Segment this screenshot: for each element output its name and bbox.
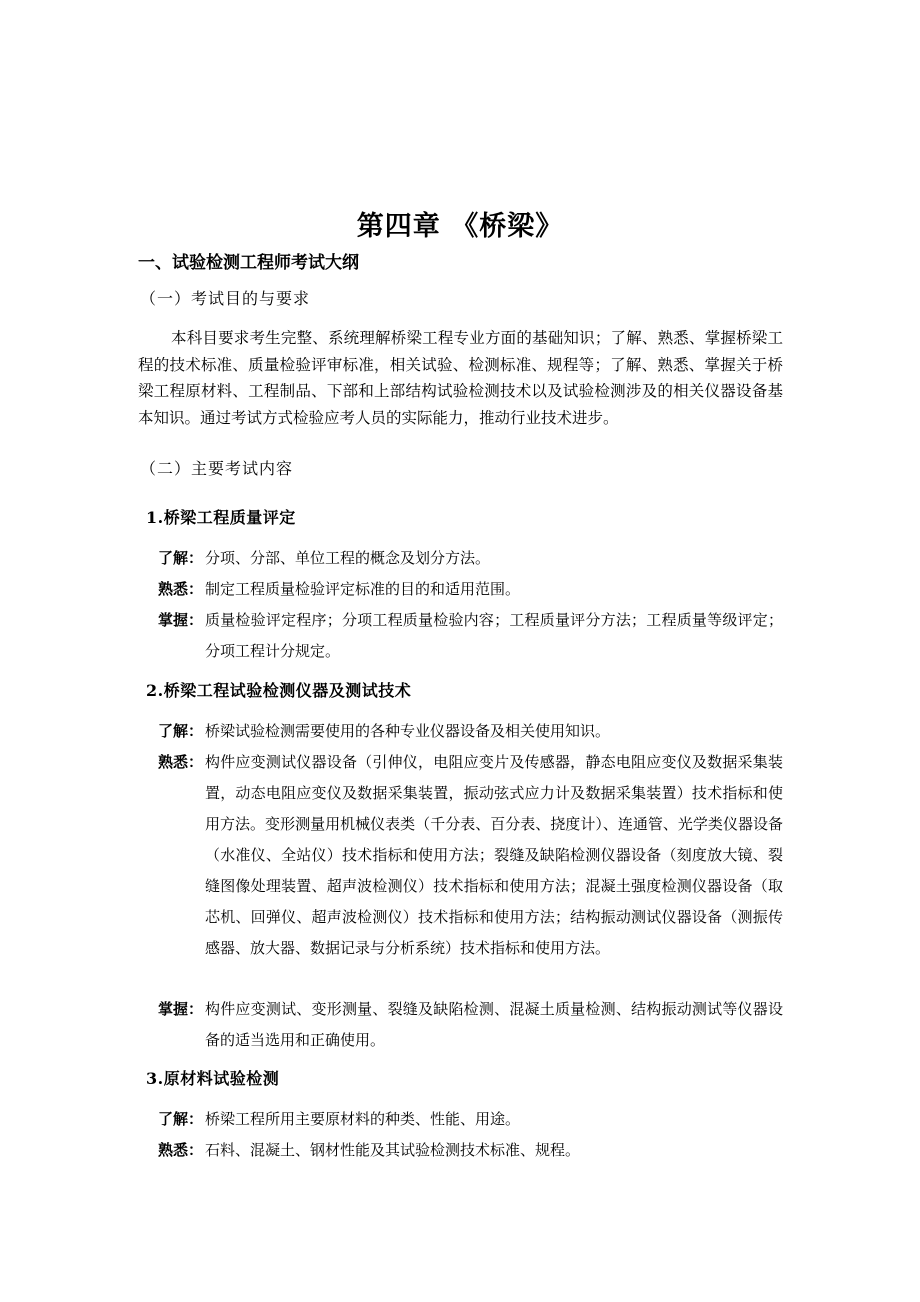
item-label: 掌握： xyxy=(158,611,204,629)
subsection-purpose: （一）考试目的与要求 xyxy=(140,289,311,308)
item-text: 分项、分部、单位工程的概念及划分方法。 xyxy=(205,549,491,567)
list-item xyxy=(158,543,783,574)
item-text: 制定工程质量检验评定标准的目的和适用范围。 xyxy=(205,580,521,598)
item-label: 了解： xyxy=(158,549,204,567)
item-text: 桥梁工程所用主要原材料的种类、性能、用途。 xyxy=(205,1110,521,1128)
list-item xyxy=(158,605,783,667)
section-title: 2.桥梁工程试验检测仪器及测试技术 xyxy=(146,681,412,700)
section-title: 3.原材料试验检测 xyxy=(146,1069,280,1088)
subsection-content: （二）主要考试内容 xyxy=(140,459,294,478)
item-text: 构件应变测试仪器设备（引伸仪，电阻应变片及传感器，静态电阻应变仪及数据采集装置，动态电阻应变仪及数据采集装置，振动弦式应力计及数据采集装置）技术指标和使用方法。变形测量用机械仪表类（千分表、百分表、挠度计）、连通管、光学类仪器设备（水准仪、全站仪）技术指标和使用方法；裂缝及缺陷检测仪器设备（刻度放大镜、裂缝图像处理装置、超声波检测仪）技术指标和使用方法；混凝土强度检测仪器设备（取芯机、回弹仪、超声波检测仪）技术指标和使用方法；结构振动测试仪器设备（测振传感器、放大器、数据记录与分析系统）技术指标和使用方法。 xyxy=(205,753,783,957)
item-label: 了解： xyxy=(158,722,204,740)
list-item xyxy=(158,747,783,964)
list-item xyxy=(158,574,783,605)
item-label: 熟悉： xyxy=(158,753,204,771)
list-item xyxy=(158,716,783,747)
item-text: 桥梁试验检测需要使用的各种专业仪器设备及相关使用知识。 xyxy=(205,722,611,740)
item-label: 熟悉： xyxy=(158,1141,204,1159)
item-label: 了解： xyxy=(158,1110,204,1128)
list-item xyxy=(158,1104,783,1135)
list-item xyxy=(158,1135,783,1166)
section-title: 1.桥梁工程质量评定 xyxy=(146,508,296,527)
item-label: 掌握： xyxy=(158,1000,204,1018)
item-text: 质量检验评定程序；分项工程质量检验内容；工程质量评分方法；工程质量等级评定；分项工程计分规定。 xyxy=(205,611,783,660)
chapter-title: 第四章 《桥梁》 xyxy=(356,211,564,242)
item-text: 石料、混凝土、钢材性能及其试验检测技术标准、规程。 xyxy=(205,1141,581,1159)
item-label: 熟悉： xyxy=(158,580,204,598)
intro-paragraph: 本科目要求考生完整、系统理解桥梁工程专业方面的基础知识；了解、熟悉、掌握桥梁工程的技术标准、质量检验评审标准，相关试验、检测标准、规程等；了解、熟悉、掌握关于桥梁工程原材料、工程制品、下部和上部结构试验检测技术以及试验检测涉及的相关仪器设备基本知识。通过考试方式检验应考人员的实际能力，推动行业技术进步。 xyxy=(138,329,783,427)
section-heading: 一、试验检测工程师考试大纲 xyxy=(138,253,359,273)
list-item xyxy=(158,994,783,1056)
item-text: 构件应变测试、变形测量、裂缝及缺陷检测、混凝土质量检测、结构振动测试等仪器设备的适当选用和正确使用。 xyxy=(205,1000,783,1049)
